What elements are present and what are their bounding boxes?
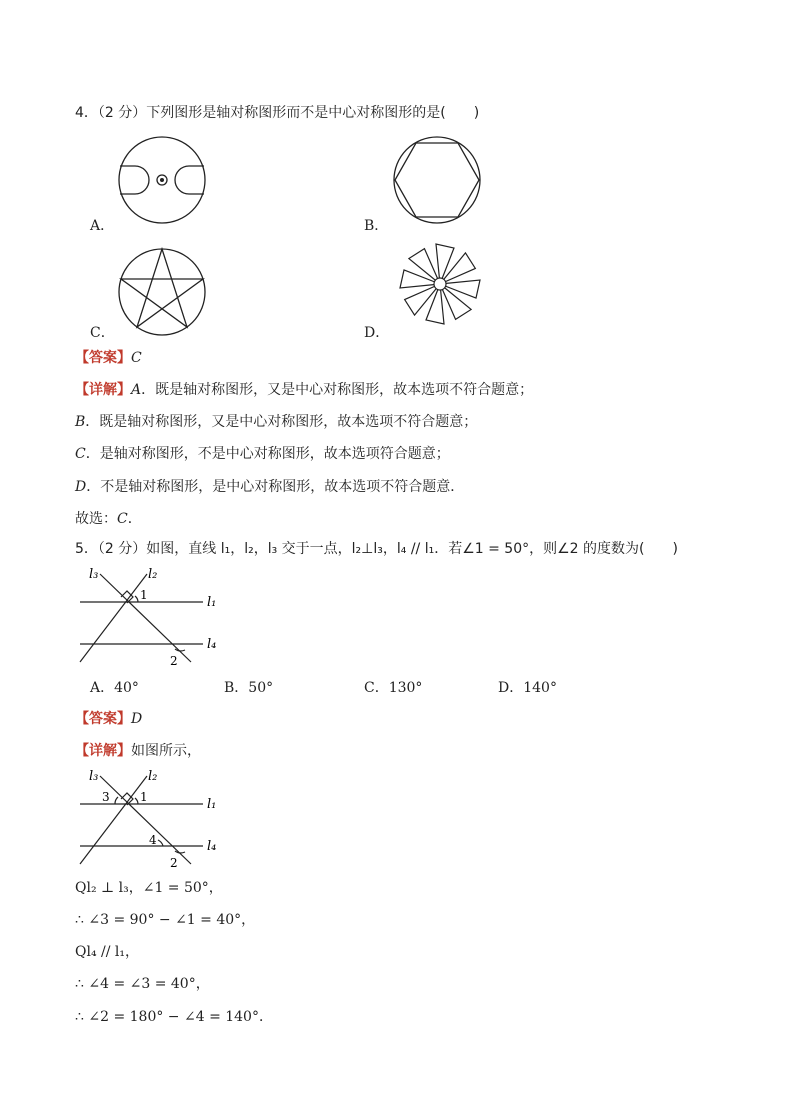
label-l1: l₁ <box>207 595 217 610</box>
q5-step-3: Ql₄ // l₁， <box>75 944 139 960</box>
fig-a-right-notch <box>175 166 204 194</box>
q5-detail <box>75 740 201 760</box>
label-l1: l₁ <box>207 797 217 812</box>
angle-1-arc <box>135 798 138 804</box>
q5-figure <box>75 562 235 672</box>
q4-answer <box>75 347 142 367</box>
detail-text: ．既是轴对称图形，又是中心对称图形，故本选项不符合题意； <box>85 414 478 430</box>
angle-2-arc <box>175 851 185 853</box>
q5-step-4: ∴ ∠4 = ∠3 = 40°， <box>75 976 210 992</box>
detail-letter: C <box>75 446 86 462</box>
choice-prefix: 故选： <box>75 511 117 527</box>
q4-figure-a <box>117 135 207 225</box>
q4-choice <box>75 508 142 528</box>
q5-option-b: B．50° <box>224 680 274 696</box>
angle-4-arc <box>158 840 163 846</box>
q4-detail-a <box>75 379 533 399</box>
angle-3-arc <box>115 797 118 804</box>
q5-stem: 5．（2 分）如图，直线 l₁，l₂，l₃ 交于一点，l₂⊥l₃，l₄ // l₁．若∠1 = 50°，则∠2 的度数为( ) <box>75 541 678 557</box>
label-l2: l₂ <box>148 769 158 784</box>
q4-option-a: A． <box>90 218 115 234</box>
detail-text: ．是轴对称图形，不是中心对称图形，故本选项符合题意； <box>85 446 450 462</box>
answer-tag: 【答案】 <box>75 711 131 727</box>
q5-option-c: C．130° <box>364 680 423 696</box>
label-angle-3: 3 <box>102 790 110 804</box>
label-l4: l₄ <box>207 637 217 652</box>
label-l4: l₄ <box>207 839 217 854</box>
detail-text: ．不是轴对称图形，是中心对称图形，故本选项不符合题意． <box>86 479 465 495</box>
choice-suffix: ． <box>127 511 142 527</box>
answer-tag: 【答案】 <box>75 350 131 366</box>
q5-option-d: D．140° <box>498 680 557 696</box>
label-angle-2: 2 <box>170 856 178 870</box>
q5-step-1: Ql₂ ⊥ l₃，∠1 = 50°， <box>75 880 223 896</box>
q5-step-2: ∴ ∠3 = 90° − ∠1 = 40°， <box>75 912 256 928</box>
q5-answer <box>75 708 142 728</box>
q4-figure-c <box>117 247 207 337</box>
detail-text: ．既是轴对称图形，又是中心对称图形，故本选项不符合题意； <box>141 382 534 398</box>
detail-tag: 【详解】 <box>75 382 131 398</box>
q4-option-c: C． <box>90 325 115 341</box>
q4-detail-c <box>75 443 450 463</box>
q4-figure-b <box>392 135 482 225</box>
q5-step-5: ∴ ∠2 = 180° − ∠4 = 140°． <box>75 1009 273 1025</box>
q5-option-a: A．40° <box>90 680 139 696</box>
q4-stem: 4．（2 分）下列图形是轴对称图形而不是中心对称图形的是( ) <box>75 105 480 121</box>
label-angle-1: 1 <box>140 588 148 602</box>
q4-detail-d <box>75 476 464 496</box>
q4-option-d: D． <box>364 325 390 341</box>
label-angle-4: 4 <box>149 833 157 847</box>
detail-letter: A <box>131 382 142 398</box>
q5-detail-figure <box>75 764 235 874</box>
label-angle-1: 1 <box>140 790 148 804</box>
label-l3: l₃ <box>89 769 99 784</box>
angle-1-arc <box>135 596 138 602</box>
detail-tag: 【详解】 <box>75 743 131 759</box>
q4-option-b: B． <box>364 218 389 234</box>
choice-value: C <box>117 511 128 527</box>
answer-value: D <box>131 711 143 727</box>
fig-c-circle <box>119 249 205 335</box>
fig-b-hexagon <box>395 143 479 217</box>
label-l3: l₃ <box>89 567 99 582</box>
fig-a-center-dot <box>160 178 164 182</box>
label-angle-2: 2 <box>170 654 178 668</box>
detail-letter: B <box>75 414 86 430</box>
fig-a-left-notch <box>120 166 149 194</box>
answer-value: C <box>131 350 142 366</box>
q4-detail-b <box>75 411 477 431</box>
label-l2: l₂ <box>148 567 158 582</box>
q4-figure-d <box>390 238 490 338</box>
detail-letter: D <box>75 479 87 495</box>
angle-2-arc <box>175 649 185 651</box>
fig-d-hub <box>434 278 446 290</box>
detail-intro: 如图所示， <box>131 743 201 759</box>
fig-b-circle <box>394 137 480 223</box>
